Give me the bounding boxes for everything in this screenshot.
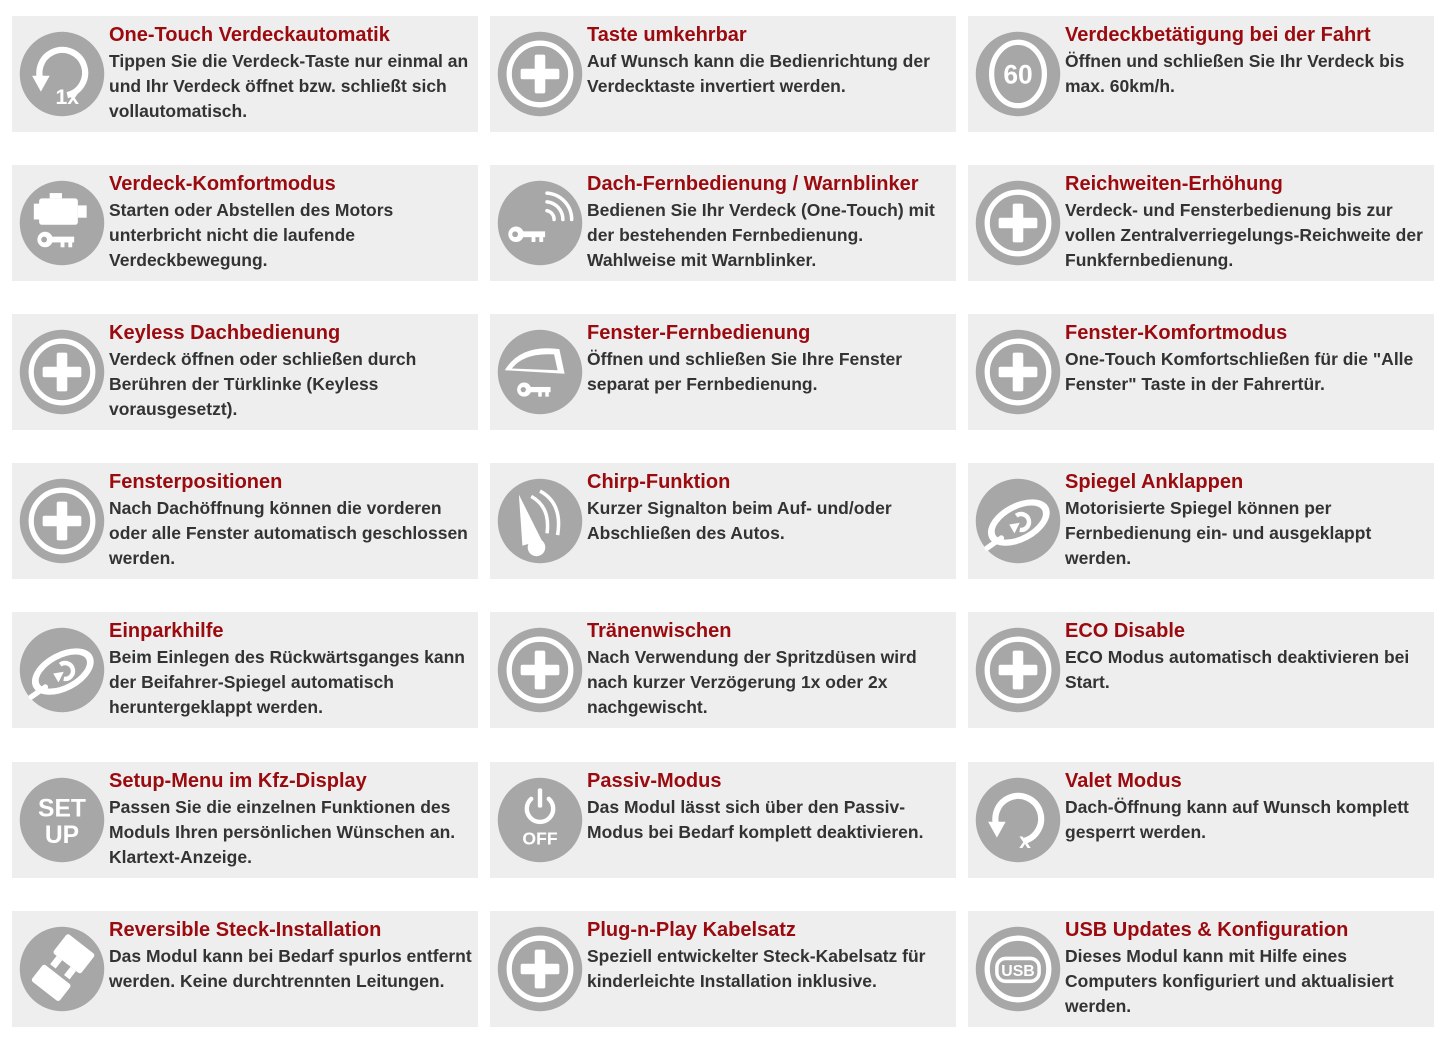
engine-key-icon [18, 179, 106, 267]
feature-description: Nach Verwendung der Spritzdüsen wird nach kurzer Verzögerung 1x oder 2x nachgewischt. [587, 647, 917, 717]
plus-icon [974, 328, 1062, 416]
feature-description: Verdeck- und Fensterbedienung bis zur vollen Zentralverriegelungs-Reichweite der Funkfernbedienung. [1065, 200, 1423, 270]
feature-description: Motorisierte Spiegel können per Fernbedienung ein- und ausgeklappt werden. [1065, 498, 1372, 568]
chirp-speaker-icon [496, 477, 584, 565]
power-off-icon [496, 776, 584, 864]
speed-60-icon [974, 30, 1062, 118]
feature-description: Das Modul kann bei Bedarf spurlos entfernt werden. Keine durchtrennten Leitungen. [109, 946, 472, 991]
feature-title: Fensterpositionen [109, 471, 283, 493]
feature-title: Fenster-Komfortmodus [1065, 322, 1288, 344]
feature-description: Verdeck öffnen oder schließen durch Berühren der Türklinke (Keyless vorausgesetzt). [109, 349, 417, 419]
feature-title: USB Updates & Konfiguration [1065, 919, 1349, 941]
feature-description: Passen Sie die einzelnen Funktionen des Moduls Ihren persönlichen Wünschen an. Klartext-Anzeige. [109, 797, 456, 867]
feature-description: Dach-Öffnung kann auf Wunsch komplett gesperrt werden. [1065, 797, 1409, 842]
feature-description: Beim Einlegen des Rückwärtsganges kann der Beifahrer-Spiegel automatisch heruntergeklappt werden. [109, 647, 465, 717]
feature-description: Dieses Modul kann mit Hilfe eines Computers konfiguriert und aktualisiert werden. [1065, 946, 1394, 1016]
svg-text:USB: USB [1001, 963, 1035, 981]
feature-title: Valet Modus [1065, 770, 1182, 792]
feature-title: Reichweiten-Erhöhung [1065, 173, 1283, 195]
remote-key-signal-icon [496, 179, 584, 267]
feature-card [968, 165, 1434, 281]
feature-card [968, 314, 1434, 430]
feature-card [490, 16, 956, 132]
feature-card [12, 762, 478, 878]
feature-title: Passiv-Modus [587, 770, 722, 792]
feature-card [490, 463, 956, 579]
feature-description: Das Modul lässt sich über den Passiv-Modus bei Bedarf komplett deaktivieren. [587, 797, 924, 842]
feature-card [968, 762, 1434, 878]
valet-x-icon [974, 776, 1062, 864]
setup-icon [18, 776, 106, 864]
window-key-icon [496, 328, 584, 416]
feature-card [490, 762, 956, 878]
mirror-fold-icon [974, 477, 1062, 565]
feature-description: Öffnen und schließen Sie Ihre Fenster separat per Fernbedienung. [587, 349, 903, 394]
feature-description: Speziell entwickelter Steck-Kabelsatz für kinderleichte Installation inklusive. [587, 946, 926, 991]
plus-icon [974, 179, 1062, 267]
plus-icon [18, 477, 106, 565]
plug-connector-icon [18, 925, 106, 1013]
feature-description: ECO Modus automatisch deaktivieren bei Start. [1065, 647, 1410, 692]
feature-card [490, 314, 956, 430]
feature-title: ECO Disable [1065, 620, 1186, 642]
feature-title: Verdeckbetätigung bei der Fahrt [1065, 24, 1371, 46]
feature-title: One-Touch Verdeckautomatik [109, 24, 390, 46]
feature-card [12, 314, 478, 430]
feature-title: Taste umkehrbar [587, 24, 747, 46]
feature-card [12, 612, 478, 728]
feature-title: Spiegel Anklappen [1065, 471, 1244, 493]
feature-card [968, 911, 1434, 1027]
svg-text:60: 60 [1003, 59, 1033, 90]
feature-card [12, 463, 478, 579]
feature-title: Setup-Menu im Kfz-Display [109, 770, 367, 792]
feature-title: Einparkhilfe [109, 620, 224, 642]
feature-description: Nach Dachöffnung können die vorderen oder alle Fenster automatisch geschlossen werden. [109, 498, 468, 568]
feature-description: Kurzer Signalton beim Auf- und/oder Abschließen des Autos. [587, 498, 892, 543]
feature-title: Reversible Steck-Installation [109, 919, 382, 941]
feature-title: Plug-n-Play Kabelsatz [587, 919, 796, 941]
feature-description: Tippen Sie die Verdeck-Taste nur einmal an und Ihr Verdeck öffnet bzw. schließt sich vollautomatisch. [109, 51, 469, 121]
feature-title: Chirp-Funktion [587, 471, 731, 493]
feature-title: Keyless Dachbedienung [109, 322, 341, 344]
feature-card [490, 911, 956, 1027]
svg-text:OFF: OFF [522, 828, 558, 849]
svg-text:SET: SET [38, 795, 86, 823]
feature-card [490, 612, 956, 728]
svg-text:1x: 1x [55, 85, 80, 109]
feature-title: Dach-Fernbedienung / Warnblinker [587, 173, 919, 195]
usb-icon [974, 925, 1062, 1013]
mirror-fold-icon [18, 626, 106, 714]
feature-card [968, 16, 1434, 132]
feature-card [12, 911, 478, 1027]
feature-card [490, 165, 956, 281]
svg-text:x: x [1019, 830, 1031, 854]
plus-icon [496, 925, 584, 1013]
svg-text:UP: UP [44, 821, 80, 849]
feature-title: Verdeck-Komfortmodus [109, 173, 336, 195]
feature-description: One-Touch Komfortschließen für die "Alle Fenster" Taste in der Fahrertür. [1065, 349, 1414, 394]
feature-description: Auf Wunsch kann die Bedienrichtung der Verdecktaste invertiert werden. [587, 51, 930, 96]
feature-description: Öffnen und schließen Sie Ihr Verdeck bis max. 60km/h. [1065, 51, 1405, 96]
feature-title: Tränenwischen [587, 620, 732, 642]
feature-title: Fenster-Fernbedienung [587, 322, 811, 344]
feature-card [968, 612, 1434, 728]
plus-icon [496, 626, 584, 714]
one-touch-1x-icon [18, 30, 106, 118]
feature-card [12, 165, 478, 281]
feature-card [968, 463, 1434, 579]
feature-card [12, 16, 478, 132]
plus-icon [496, 30, 584, 118]
plus-icon [974, 626, 1062, 714]
plus-icon [18, 328, 106, 416]
feature-description: Starten oder Abstellen des Motors unterbricht nicht die laufende Verdeckbewegung. [109, 200, 394, 270]
feature-description: Bedienen Sie Ihr Verdeck (One-Touch) mit der bestehenden Fernbedienung. Wahlweise mit Warnblinker. [587, 200, 935, 270]
